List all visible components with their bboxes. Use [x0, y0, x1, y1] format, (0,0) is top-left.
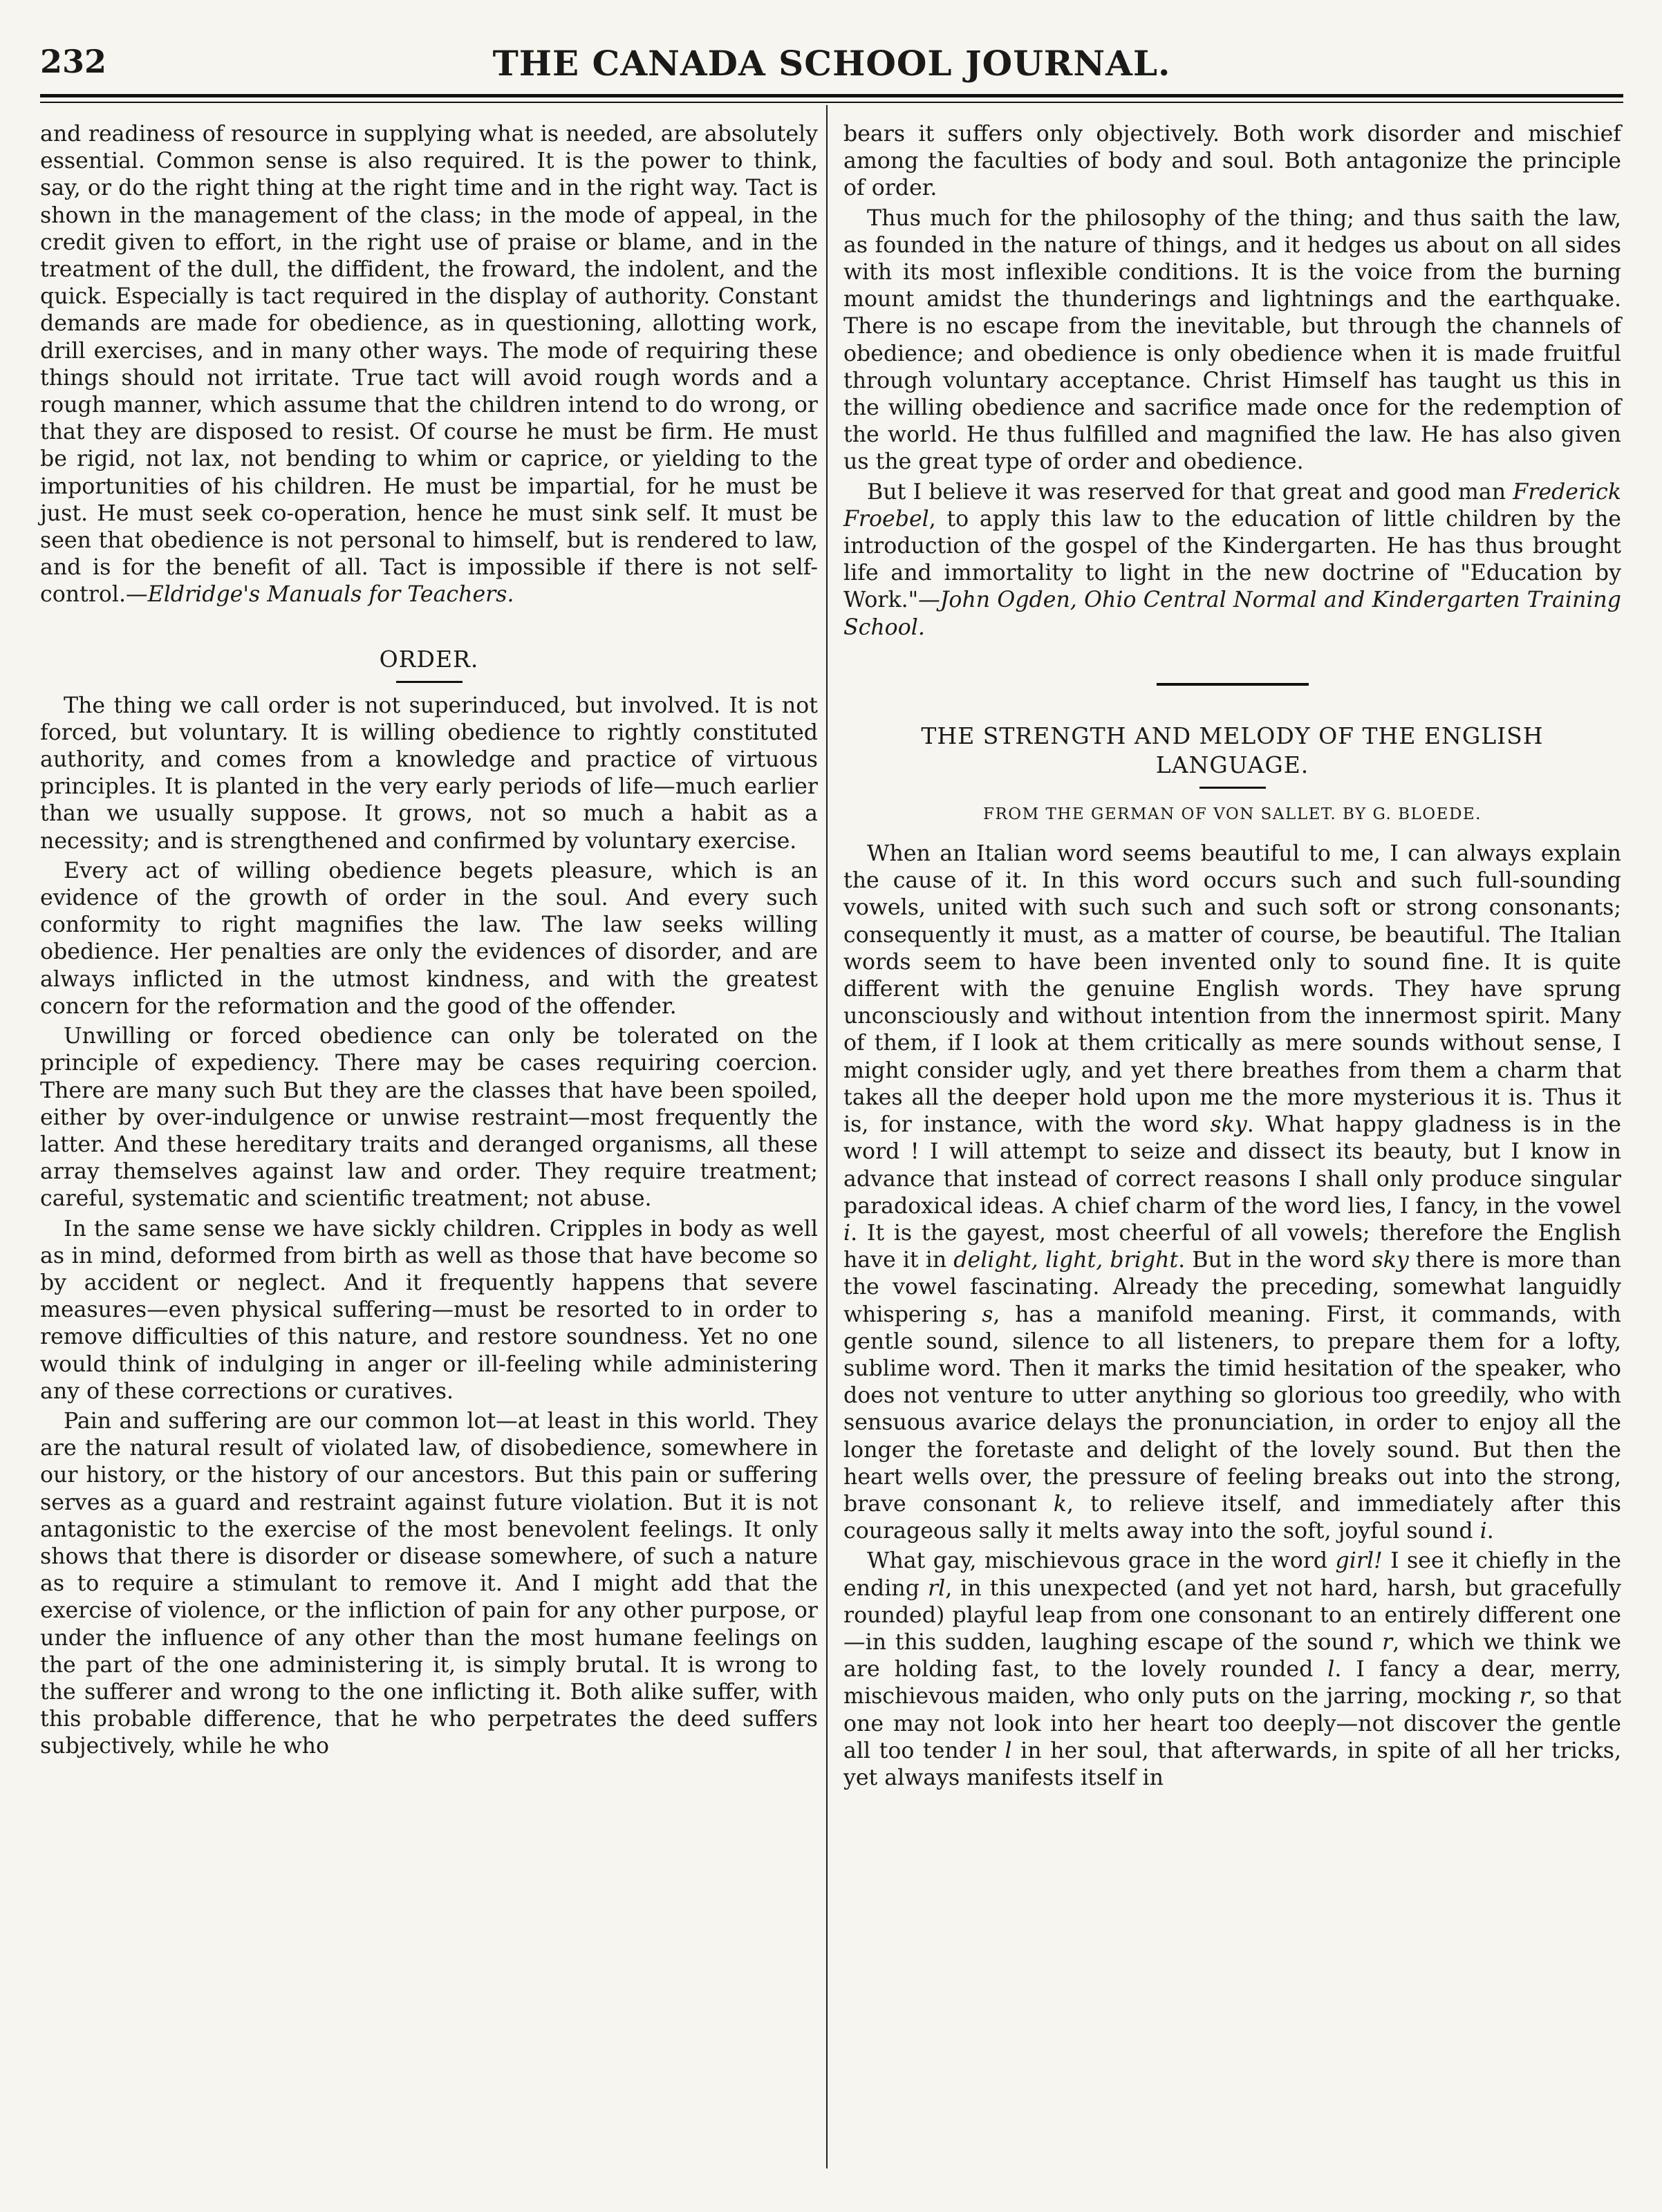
title-rule [396, 681, 463, 683]
right-column [843, 121, 1621, 1794]
emphasis: l [1005, 1738, 1012, 1763]
emphasis: sky [1372, 1248, 1409, 1273]
paragraph [40, 121, 818, 609]
paragraph-text: But I believe it was reserved for that great and good man [867, 479, 1513, 505]
emphasis: i [843, 1220, 851, 1246]
text: . What happy gladness is in the word ! I will attempt to seize and dissect its beauty, but I know in advance that instead of correct reasons I shall only produce singular paradoxical ideas. A chief charm of the word lies, I fancy, in the vowel [843, 1112, 1621, 1219]
paragraph-text: and readiness of resource in supplying what is needed, are absolutely essential. Common sense is also required. It is the power to think, say, or do the right thing at the right time and in the right way. Tact is shown in the management of the class; in the mode of appeal, in the credit given to effort, in the right use of praise or blame, and in the treatment of the dull, the diffident, the froward, the indolent, and the quick. Especially is tact required in the display of authority. Constant demands are made for obedience, as in questioning, allotting work, drill exercises, and in many other ways. The mode of requiring these things should not irritate. True tact will avoid rough words and a rough manner, which assume that the children intend to do wrong, or that they are disposed to resist. Of course he must be firm. He must be rigid, not lax, not bending to whim or caprice, or yielding to the importunities of his children. He must be impartial, for he must be just. He must seek co-operation, hence he must sink self. It must be seen that obedience is not personal to himself, but is rendered to law, and is for the benefit of all. Tact is impossible if there is not self-control. [40, 122, 818, 608]
byline: FROM THE GERMAN OF VON SALLET. BY G. BLOEDE. [982, 805, 1482, 823]
text: , so that one may not look into her heart too deeply—not discover the gentle all too tender [843, 1684, 1621, 1763]
paragraph: bears it suffers only objectively. Both work disorder and mischief among the faculties of body and soul. Both antagonize the principle of order. [843, 122, 1621, 201]
title-rule [1199, 787, 1266, 789]
emphasis: delight, light, bright [953, 1248, 1179, 1273]
journal-title: THE CANADA SCHOOL JOURNAL. [492, 43, 1171, 84]
emphasis: i [1479, 1519, 1487, 1544]
text: . I fancy a dear, merry, mischievous maiden, who only puts on the jarring, mocking [843, 1657, 1621, 1709]
text: What gay, mischievous grace in the word [867, 1548, 1336, 1574]
text: . It is the gayest, most cheerful of all vowels; therefore the English have it in [843, 1220, 1621, 1273]
author-signature: —John Ogden, Ohio Central Normal and Kindergarten Training School. [843, 588, 1621, 640]
text: , has a manifold meaning. First, it commands, with gentle sound, silence to all listeners, to prepare them for a lofty, sublime word. Then it marks the timid hesitation of the speaker, who does not venture to utter anything so glorious too greedily, who with sensuous avarice delays the pronunciation, in order to enjoy all the longer the foretaste and delight of the lovely sound. But then the heart wells over, the pressure of feeling breaks out into the strong, brave consonant [843, 1302, 1622, 1517]
emphasis: rl [927, 1575, 946, 1601]
emphasis: k [1053, 1491, 1067, 1517]
text: . [1486, 1519, 1494, 1544]
text: . But in the word [1178, 1248, 1372, 1273]
paragraph [843, 479, 1621, 641]
paragraph: Pain and suffering are our common lot—at least in this world. They are the natural result of violated law, of disobedience, somewhere in our history, or the history of our ancestors. But this pain or suffering serves as a guard and restraint against future violation. But it is not antagonistic to the exercise of the most benevolent feelings. It only shows that there is disorder or disease somewhere, of such a nature as to require a stimulant to remove it. And I might add that the exercise of violence, or the infliction of pain for any other purpose, or under the influence of any other than the most humane feelings on the part of the one administering it, is simply brutal. It is wrong to the sufferer and wrong to the one inflicting it. Both alike suffer, with this probable difference, that he who perpetrates the deed suffers subjectively, while he who [40, 1408, 818, 1759]
emphasis: l [1327, 1657, 1335, 1683]
text: , which we think we are holding fast, to the lovely rounded [843, 1629, 1622, 1683]
source-citation: —Eldridge's Manuals for Teachers. [126, 582, 514, 608]
text: , to relieve itself, and immediately after this courageous sally it melts away into the soft, joyful sound [843, 1491, 1621, 1544]
paragraph: Unwilling or forced obedience can only be tolerated on the principle of expediency. There may be cases requiring coercion. There are many such But they are the classes that have been spoiled, either by over-indulgence or unwise restraint—most frequently the latter. And these hereditary traits and deranged organisms, all these array themselves against law and order. They require treatment; careful, systematic and scientific treatment; not abuse. [40, 1024, 818, 1212]
paragraph [843, 841, 1621, 1545]
emphasis: girl! [1335, 1548, 1383, 1574]
paragraph [843, 1548, 1621, 1792]
paragraph: Every act of willing obedience begets pleasure, which is an evidence of the growth of order in the soul. And every such conformity to right magnifies the law. The law seeks willing obedience. Her penalties are only the evidences of disorder, and are always inflicted in the utmost kindness, and with the greatest concern for the reformation and the good of the offender. [40, 858, 818, 1019]
paragraph: In the same sense we have sickly children. Cripples in body as well as in mind, deformed from birth as well as those that have become so by accident or neglect. And it frequently happens that severe measures—even physical suffering—must be resorted to in order to remove difficulties of this nature, and restore soundness. Yet no one would think of indulging in anger or ill-feeling while administering any of these corrections or curatives. [40, 1216, 818, 1404]
header-rule-thick [40, 94, 1623, 97]
section-title-strength: THE STRENGTH AND MELODY OF THE ENGLISH LANGUAGE. [921, 722, 1544, 778]
person-name: Frederick Froebel [843, 479, 1621, 532]
header-rule-thin [40, 102, 1623, 103]
paragraph: Thus much for the philosophy of the thing; and thus saith the law, as founded in the nature of things, and it hedges us about on all sides with its most inflexible conditions. It is the voice from the burning mount amidst the thunderings and lightnings and the earthquake. There is no escape from the inevitable, but through the channels of obedience; and obedience is only obedience when it is made fruitful through voluntary acceptance. Christ Himself has taught us this in the willing obedience and sacrifice made once for the redemption of the world. He thus fulfilled and magnified the law. He has also given us the great type of order and obedience. [843, 205, 1621, 475]
text: in her soul, that afterwards, in spite of all her tricks, yet always manifests itself in [843, 1738, 1621, 1790]
column-separator [826, 105, 828, 2168]
emphasis: sky [1210, 1112, 1247, 1138]
page-number: 232 [40, 43, 107, 80]
text: , in this unexpected (and yet not hard, harsh, but gracefully rounded) playful leap from one consonant to an entirely different one—in this sudden, laughing escape of the sound [843, 1575, 1621, 1655]
text: I see it chiefly in the ending [843, 1548, 1621, 1601]
left-column [40, 121, 818, 1763]
page-header [40, 43, 1623, 93]
section-divider [1157, 683, 1309, 686]
paragraph: The thing we call order is not superinduced, but involved. It is not forced, but voluntary. It is willing obedience to rightly constituted authority, and comes from a knowledge and practice of virtuous principles. It is planted in the very early periods of life—much earlier than we usually suppose. It grows, not so much a habit as a necessity; and is strengthened and confirmed by voluntary exercise. [40, 693, 818, 854]
section-title-order: ORDER. [379, 645, 479, 673]
emphasis: r [1519, 1684, 1530, 1709]
text: When an Italian word seems beautiful to me, I can always explain the cause of it. In this word occurs such and such full-sounding vowels, united with such such and such soft or strong consonants; consequently it must, as a matter of course, be beautiful. The Italian words seem to have been invented only to sound fine. It is quite different with the genuine English words. They have sprung unconsciously and without intention from the innermost spirit. Many of them, if I look at them critically as mere sounds without sense, I might consider ugly, and yet there breathes from them a charm that takes all the deeper hold upon me the more mysterious it is. Thus it is, for instance, with the word [843, 841, 1621, 1138]
emphasis: r [1382, 1629, 1393, 1655]
paragraph-text: , to apply this law to the education of little children by the introduction of the gospel of the Kindergarten. He has thus brought life and immortality to light in the new doctrine of "Education by Work." [843, 506, 1621, 613]
text: there is more than the vowel fascinating. Already the preceding, somewhat languidly whispering [843, 1248, 1621, 1327]
emphasis: s [982, 1302, 993, 1327]
